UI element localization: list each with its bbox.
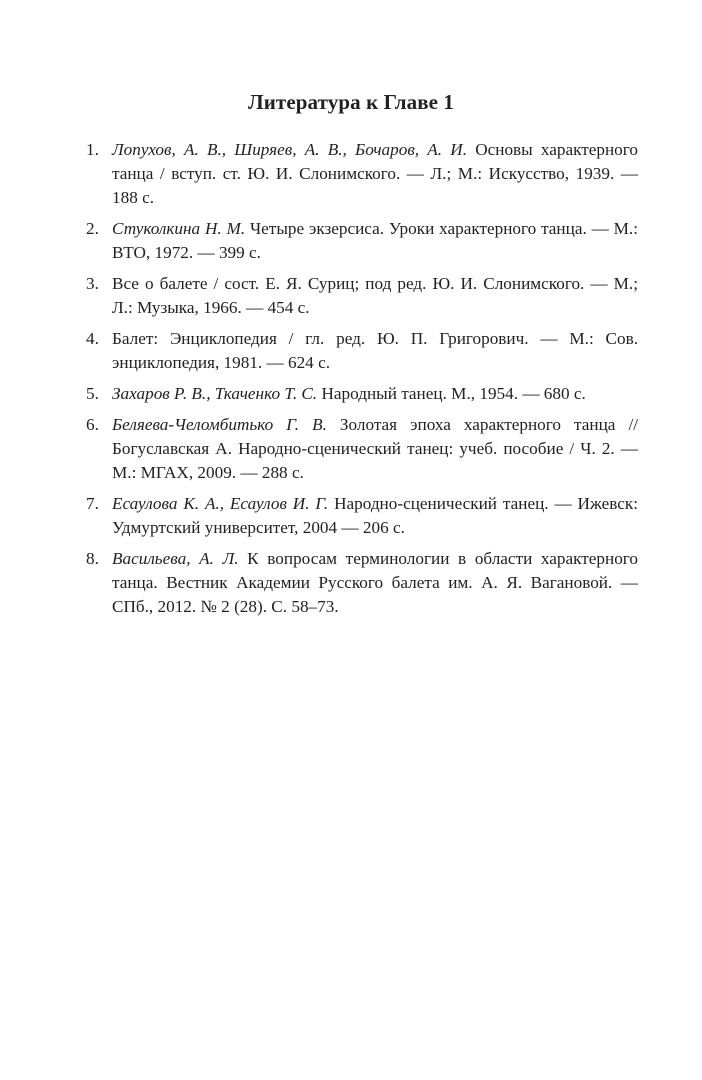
reference-item <box>86 492 638 540</box>
reference-authors: Лопухов, А. В., Ширяев, А. В., Бочаров, А. И. <box>112 140 467 159</box>
reference-item <box>86 327 638 375</box>
reference-item <box>86 547 638 619</box>
reference-text: Народный танец. М., 1954. — 680 с. <box>317 384 586 403</box>
reference-item <box>86 382 638 406</box>
reference-number: 8. <box>86 549 99 568</box>
page-title: Литература к Главе 1 <box>247 90 455 114</box>
reference-number: 4. <box>86 329 99 348</box>
reference-number: 6. <box>86 415 99 434</box>
reference-authors: Есаулова К. А., Есаулов И. Г. <box>112 494 329 513</box>
reference-item <box>86 138 638 210</box>
reference-item <box>86 413 638 485</box>
reference-authors: Васильева, А. Л. <box>112 549 239 568</box>
reference-authors: Захаров Р. В., Ткаченко Т. С. <box>112 384 318 403</box>
reference-number: 7. <box>86 494 99 513</box>
reference-text: Народно-сценический танец. — Ижевск: Удмуртский университет, 2004 — 206 с. <box>112 494 638 537</box>
reference-text: Балет: Энциклопедия / гл. ред. Ю. П. Григорович. — М.: Сов. энциклопедия, 1981. — 624 с. <box>112 329 638 372</box>
reference-text: Четыре экзерсиса. Уроки характерного танца. — М.: ВТО, 1972. — 399 с. <box>112 219 638 262</box>
reference-text: Золотая эпоха характерного танца // Богуславская А. Народно-сценический танец: учеб. пособие / Ч. 2. — М.: МГАХ, 2009. — 288 с. <box>112 415 638 482</box>
reference-item <box>86 272 638 320</box>
reference-number: 2. <box>86 219 99 238</box>
reference-text: Основы характерного танца / вступ. ст. Ю. И. Слонимского. — Л.; М.: Искусство, 1939. — 188 с. <box>112 140 638 207</box>
reference-number: 3. <box>86 274 99 293</box>
reference-authors: Стуколкина Н. М. <box>112 219 246 238</box>
reference-number: 1. <box>86 140 99 159</box>
reference-item <box>86 217 638 265</box>
reference-text: К вопросам терминологии в области характерного танца. Вестник Академии Русского балета им. А. Я. Вагановой. — СПб., 2012. № 2 (28). С. 58–73. <box>112 549 639 616</box>
reference-authors: Беляева-Челомбитько Г. В. <box>112 415 327 434</box>
reference-text: Все о балете / сост. Е. Я. Суриц; под ред. Ю. И. Слонимского. — М.; Л.: Музыка, 1966. — 454 с. <box>112 274 638 317</box>
reference-number: 5. <box>86 384 99 403</box>
reference-list <box>86 138 638 626</box>
